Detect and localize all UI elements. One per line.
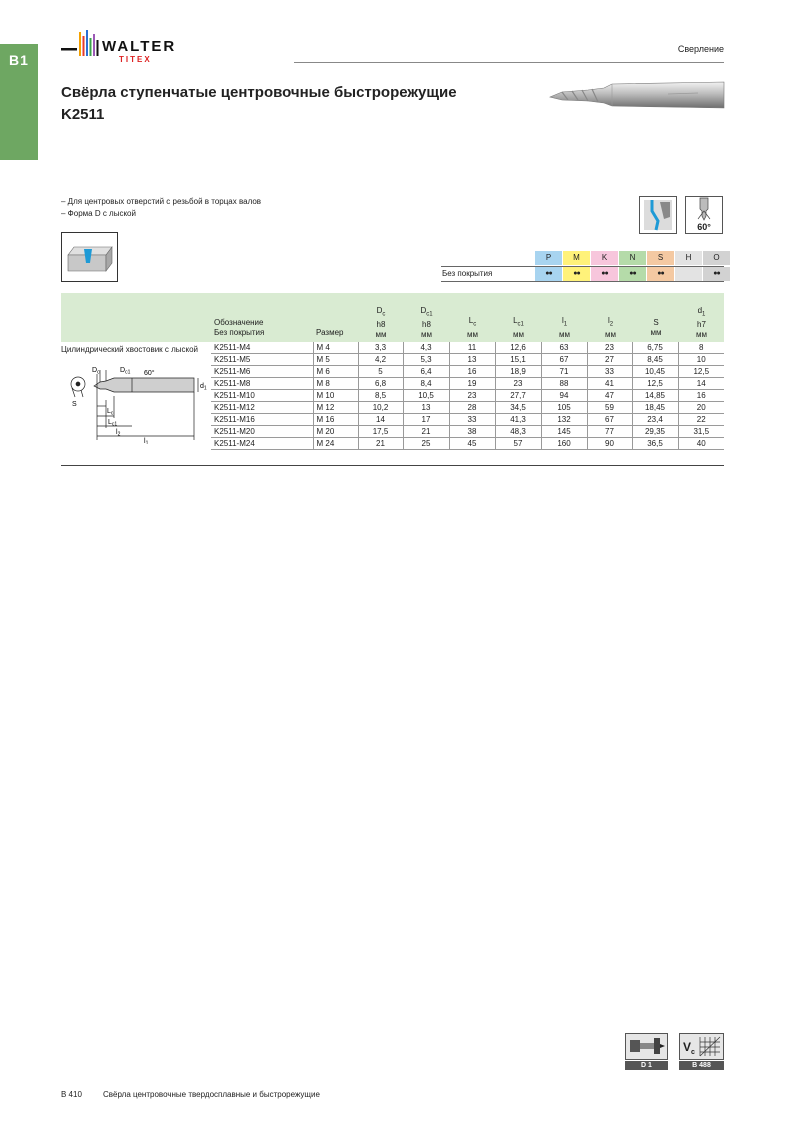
cell-value: 6,4 (403, 366, 449, 378)
logo-word: WALTER (102, 38, 177, 55)
cell-value: 25 (403, 438, 449, 450)
cell-value: 10 (678, 354, 724, 366)
section-title: Сверление (677, 44, 724, 54)
tool-dimension-drawing (66, 362, 211, 444)
cell-value: 23 (449, 390, 495, 402)
drawing-s-label: S (72, 401, 77, 408)
header-lc1-label: L (513, 316, 518, 325)
cell-value: 29,35 (632, 426, 678, 438)
cell-value: 12,5 (632, 378, 678, 390)
cutting-data-icon (679, 1033, 724, 1060)
rating-n: ●● (619, 267, 646, 281)
cell-value: 27 (587, 354, 632, 366)
cell-value: 5 (358, 366, 403, 378)
flat-shank-icon (639, 196, 677, 234)
table-row (211, 342, 724, 354)
cell-size: M 4 (313, 342, 358, 354)
drawing-lc1-label: $L_{c1}$ (108, 419, 118, 428)
coating-label: Без покрытия (442, 269, 493, 278)
cell-value: 16 (449, 366, 495, 378)
cell-value: 12,6 (495, 342, 541, 354)
cell-value: 8 (678, 342, 724, 354)
table-row (211, 426, 724, 438)
header-size: Размер (316, 328, 344, 337)
cell-size: M 8 (313, 378, 358, 390)
header-l1 (542, 316, 587, 340)
header-d1-label: d (697, 306, 703, 315)
header-lc-sub: c (473, 321, 477, 328)
feature-item: – Форма D с лыской (61, 209, 136, 218)
cell-value: 11 (449, 342, 495, 354)
cell-value: 23 (495, 378, 541, 390)
header-dc1-label: D (420, 306, 427, 315)
cell-value: 67 (541, 354, 587, 366)
cell-value: 19 (449, 378, 495, 390)
cutting-tool-icon (625, 1033, 668, 1060)
table-row (211, 378, 724, 390)
header-dc (359, 306, 403, 340)
cell-value: 8,5 (358, 390, 403, 402)
cell-value: 16 (678, 390, 724, 402)
cell-value: 4,2 (358, 354, 403, 366)
cell-value: 34,5 (495, 402, 541, 414)
cell-value: 22 (678, 414, 724, 426)
rating-m: ●● (563, 267, 590, 281)
table-row (211, 438, 724, 450)
cell-value: 15,1 (495, 354, 541, 366)
point-angle-icon (685, 196, 723, 234)
cell-value: 59 (587, 402, 632, 414)
cell-value: 45 (449, 438, 495, 450)
header-l1-unit: мм (559, 329, 570, 339)
table-row (211, 354, 724, 366)
cell-value: 28 (449, 402, 495, 414)
cell-value: 57 (495, 438, 541, 450)
ref-label-b488: B 488 (679, 1061, 724, 1070)
cell-value: 71 (541, 366, 587, 378)
cell-value: 18,9 (495, 366, 541, 378)
page-title (61, 82, 457, 126)
cell-value: 40 (678, 438, 724, 450)
cell-value: 21 (403, 426, 449, 438)
cell-value: 48,3 (495, 426, 541, 438)
cell-value: 12,5 (678, 366, 724, 378)
material-s: S (647, 251, 674, 265)
cell-value: 4,3 (403, 342, 449, 354)
cell-value: 77 (587, 426, 632, 438)
row-caption: Цилиндрический хвостовик с лыской (61, 345, 199, 354)
logo-bars-icon (61, 30, 101, 64)
cell-value: 23,4 (632, 414, 678, 426)
logo-sub: TITEX (119, 55, 152, 64)
header-dc-unit: мм (375, 329, 387, 339)
header-l2-label: l (607, 316, 610, 325)
cell-value: 33 (449, 414, 495, 426)
material-p: P (535, 251, 562, 265)
header-lc-label: L (468, 316, 474, 325)
drawing-lc-label: $L_c$ (107, 408, 114, 417)
cell-value: 6,8 (358, 378, 403, 390)
rating-p: ●● (535, 267, 562, 281)
cell-value: 36,5 (632, 438, 678, 450)
header-l1-label: l (561, 316, 564, 325)
page-title-line2: K2511 (61, 106, 105, 123)
cell-size: M 12 (313, 402, 358, 414)
feature-list (61, 196, 261, 220)
cell-size: M 6 (313, 366, 358, 378)
side-tab-label: B1 (9, 52, 29, 68)
drill-photo (548, 76, 726, 114)
cell-value: 41,3 (495, 414, 541, 426)
drawing-l2-label: $l_2$ (116, 429, 121, 438)
rating-k: ●● (591, 267, 618, 281)
cell-value: 38 (449, 426, 495, 438)
cell-designation: K2511-M16 (211, 414, 313, 426)
cell-value: 8,45 (632, 354, 678, 366)
cell-value: 10,45 (632, 366, 678, 378)
drawing-dc1-label: $D_{c1}$ (120, 367, 131, 376)
page-title-line1: Свёрла ступенчатые центровочные быстрорежущие (61, 84, 457, 101)
cell-value: 67 (587, 414, 632, 426)
cell-value: 14 (678, 378, 724, 390)
drawing-dc-label: $D_c$ (92, 367, 100, 376)
rating-h (675, 267, 702, 281)
header-designation-label: Обозначение (214, 318, 264, 327)
rating-o: ●● (703, 267, 730, 281)
cell-value: 47 (587, 390, 632, 402)
header-d1 (679, 306, 724, 340)
header-lc1-sub: c1 (517, 321, 524, 328)
walter-logo (61, 30, 201, 64)
cell-designation: K2511-M5 (211, 354, 313, 366)
footer-text: Свёрла центровочные твердосплавные и быстрорежущие (103, 1090, 320, 1099)
drawing-angle-label: 60° (144, 370, 155, 377)
header-d1-tol: h7 (697, 319, 706, 329)
cell-value: 17,5 (358, 426, 403, 438)
cell-designation: K2511-M24 (211, 438, 313, 450)
header-dc-sub: c (382, 311, 386, 318)
header-d1-sub: 1 (702, 311, 706, 318)
cell-value: 10,2 (358, 402, 403, 414)
cell-value: 41 (587, 378, 632, 390)
header-dc-tol: h8 (376, 319, 386, 329)
cell-value: 14,85 (632, 390, 678, 402)
cell-value: 160 (541, 438, 587, 450)
cell-size: M 20 (313, 426, 358, 438)
svg-text:V: V (683, 1040, 692, 1054)
side-tab (0, 44, 38, 160)
drawing-d1-label: $d_1$ (200, 383, 207, 392)
cell-value: 3,3 (358, 342, 403, 354)
material-divider-bottom (441, 281, 724, 282)
cell-value: 21 (358, 438, 403, 450)
cell-value: 105 (541, 402, 587, 414)
table-row (211, 366, 724, 378)
cell-value: 88 (541, 378, 587, 390)
cell-value: 145 (541, 426, 587, 438)
header-divider (294, 62, 724, 63)
header-dc1-unit: мм (421, 329, 432, 339)
material-groups (535, 251, 731, 265)
cell-size: M 24 (313, 438, 358, 450)
header-s (634, 318, 678, 338)
header-lc1 (496, 316, 541, 340)
table-row (211, 402, 724, 414)
cell-value: 8,4 (403, 378, 449, 390)
header-l2-sub: 2 (609, 321, 614, 328)
header-l2-unit: мм (605, 329, 616, 339)
header-dc1-sub: c1 (426, 311, 433, 318)
cell-value: 27,7 (495, 390, 541, 402)
cell-value: 63 (541, 342, 587, 354)
table-row (211, 390, 724, 402)
cell-designation: K2511-M12 (211, 402, 313, 414)
cell-value: 31,5 (678, 426, 724, 438)
table-row (211, 414, 724, 426)
cell-value: 132 (541, 414, 587, 426)
product-table (211, 342, 724, 450)
cell-value: 23 (587, 342, 632, 354)
material-ratings (535, 267, 731, 281)
cell-value: 18,45 (632, 402, 678, 414)
cell-value: 6,75 (632, 342, 678, 354)
header-l1-sub: 1 (563, 321, 568, 328)
cell-designation: K2511-M10 (211, 390, 313, 402)
header-d1-unit: мм (696, 329, 707, 339)
rating-s: ●● (647, 267, 674, 281)
material-o: O (703, 251, 730, 265)
header-dc1 (404, 306, 449, 340)
page-number: B 410 (61, 1090, 82, 1099)
cell-value: 10,5 (403, 390, 449, 402)
material-k: K (591, 251, 618, 265)
cell-designation: K2511-M6 (211, 366, 313, 378)
header-lc1-unit: мм (513, 329, 524, 339)
drawing-l1-label: $l_1$ (144, 438, 149, 444)
point-angle-label: 60° (697, 222, 711, 232)
cell-value: 14 (358, 414, 403, 426)
cell-designation: K2511-M4 (211, 342, 313, 354)
application-image (61, 232, 118, 282)
material-m: M (563, 251, 590, 265)
header-lc-unit: мм (467, 329, 478, 339)
table-bottom-rule (61, 465, 724, 466)
cell-value: 5,3 (403, 354, 449, 366)
header-lc (450, 316, 495, 340)
header-uncoated-label: Без покрытия (214, 328, 265, 337)
material-h: H (675, 251, 702, 265)
cell-value: 17 (403, 414, 449, 426)
cell-designation: K2511-M8 (211, 378, 313, 390)
cell-value: 94 (541, 390, 587, 402)
header-dc1-tol: h8 (422, 319, 431, 329)
cell-value: 13 (449, 354, 495, 366)
svg-text:c: c (691, 1049, 695, 1056)
header-s-label: S (653, 318, 659, 327)
cell-size: M 16 (313, 414, 358, 426)
header-designation (214, 318, 264, 338)
header-l2 (588, 316, 633, 340)
header-s-unit: мм (650, 328, 662, 337)
feature-item: – Для центровых отверстий с резьбой в торцах валов (61, 197, 262, 206)
cell-size: M 5 (313, 354, 358, 366)
cell-size: M 10 (313, 390, 358, 402)
cell-value: 20 (678, 402, 724, 414)
cell-value: 90 (587, 438, 632, 450)
material-n: N (619, 251, 646, 265)
header-dc-label: D (376, 306, 383, 315)
cell-designation: K2511-M20 (211, 426, 313, 438)
cell-value: 13 (403, 402, 449, 414)
ref-label-d1: D 1 (625, 1061, 668, 1070)
cell-value: 33 (587, 366, 632, 378)
